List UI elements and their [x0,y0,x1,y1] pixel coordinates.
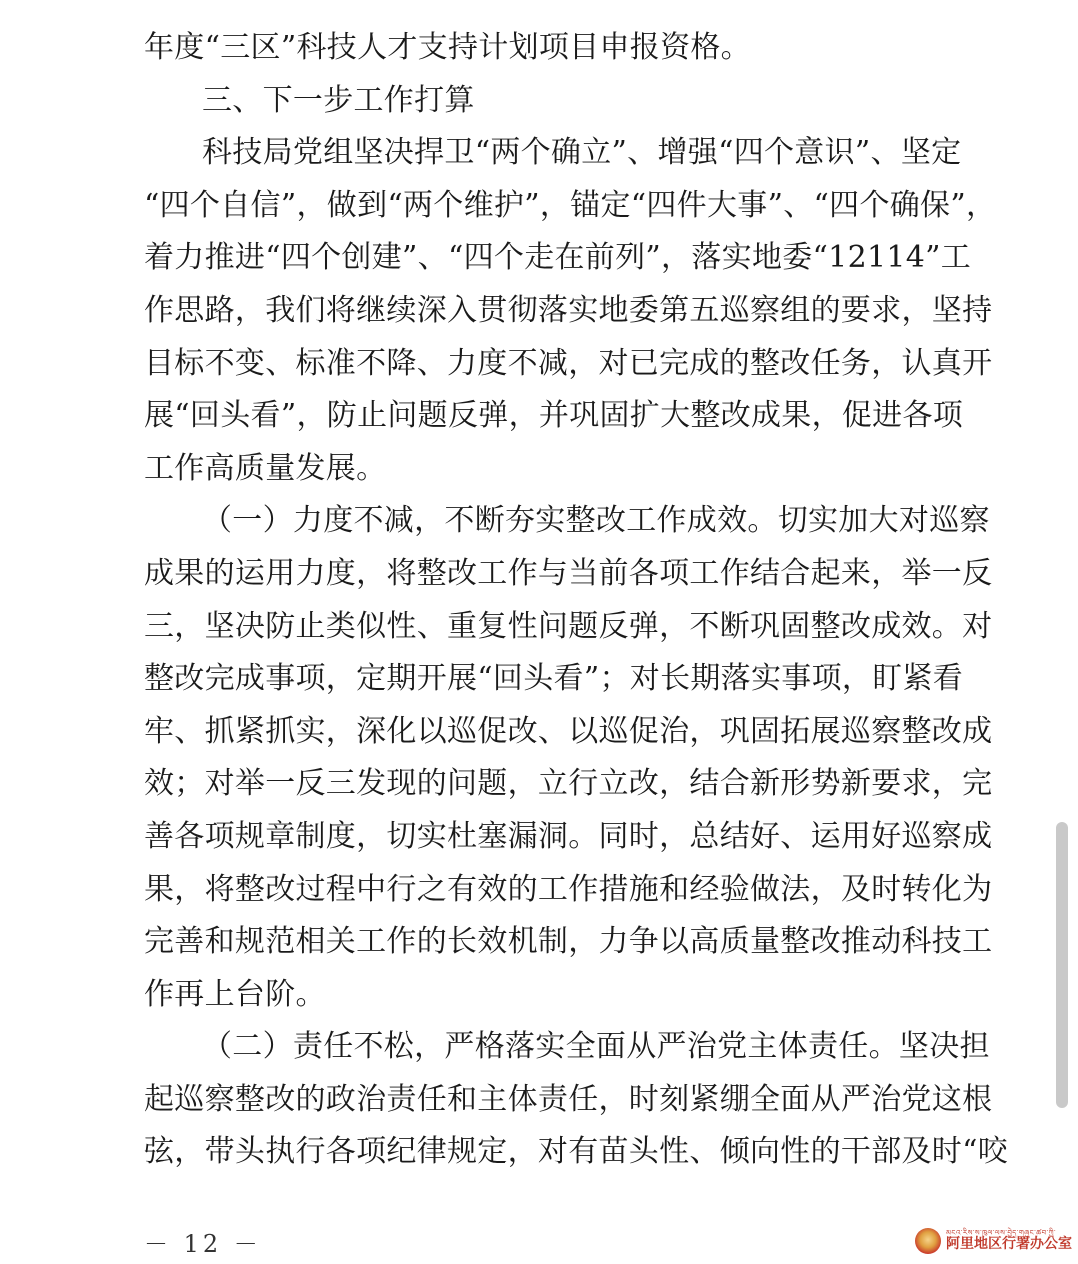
body-line: 成果的运用力度，将整改工作与当前各项工作结合起来，举一反 [144,555,993,591]
body-line: 果，将整改过程中行之有效的工作措施和经验做法，及时转化为 [144,871,993,907]
body-line: 着力推进“四个创建”、“四个走在前列”，落实地委“12114”工 [144,240,972,276]
body-line: 三，坚决防止类似性、重复性问题反弹，不断巩固整改成效。对 [144,608,993,644]
body-line: 作再上台阶。 [144,976,326,1012]
subsection-line: （二）责任不松，严格落实全面从严治党主体责任。坚决担 [202,1029,990,1065]
body-line: 弦，带头执行各项纪律规定，对有苗头性、倾向性的干部及时“咬 [144,1134,1009,1170]
body-line: 工作高质量发展。 [144,450,387,486]
subsection-line: （一）力度不减，不断夯实整改工作成效。切实加大对巡察 [202,503,990,539]
body-line: “四个自信”，做到“两个维护”，锚定“四件大事”、“四个确保”， [144,187,997,223]
watermark-chinese-text: 阿里地区行署办公室 [946,1236,1072,1253]
body-line: 科技局党组坚决捍卫“两个确立”、增强“四个意识”、坚定 [202,135,962,171]
watermark-tibetan-text: མངའ་རིས་ས་ཁུལ་ལས་བྱེད་གཞུང་ཚབ་ཀྱི་ [946,1228,1057,1237]
body-line: 善各项规章制度，切实杜塞漏洞。同时，总结好、运用好巡察成 [144,818,993,854]
body-line: 年度“三区”科技人才支持计划项目申报资格。 [144,30,751,65]
document-body [144,22,1009,1179]
body-line: 起巡察整改的政治责任和主体责任，时刻紧绷全面从严治党这根 [144,1081,993,1117]
body-line: 展“回头看”，防止问题反弹，并巩固扩大整改成果，促进各项 [144,398,964,434]
body-line: 完善和规范相关工作的长效机制，力争以高质量整改推动科技工 [144,924,993,960]
section-heading: 三、下一步工作打算 [202,82,475,118]
watermark-logo [915,1228,1072,1254]
scrollbar-thumb[interactable] [1056,822,1068,1108]
emblem-icon [915,1228,941,1254]
body-line: 整改完成事项，定期开展“回头看”；对长期落实事项，盯紧看 [144,661,964,697]
body-line: 牢、抓紧抓实，深化以巡促改、以巡促治，巩固拓展巡察整改成 [144,713,993,749]
body-line: 作思路，我们将继续深入贯彻落实地委第五巡察组的要求，坚持 [144,292,993,328]
body-line: 目标不变、标准不降、力度不减，对已完成的整改任务，认真开 [144,345,993,381]
page-number: － 12 － [144,1230,262,1258]
body-line: 效；对举一反三发现的问题，立行立改，结合新形势新要求，完 [144,766,993,802]
